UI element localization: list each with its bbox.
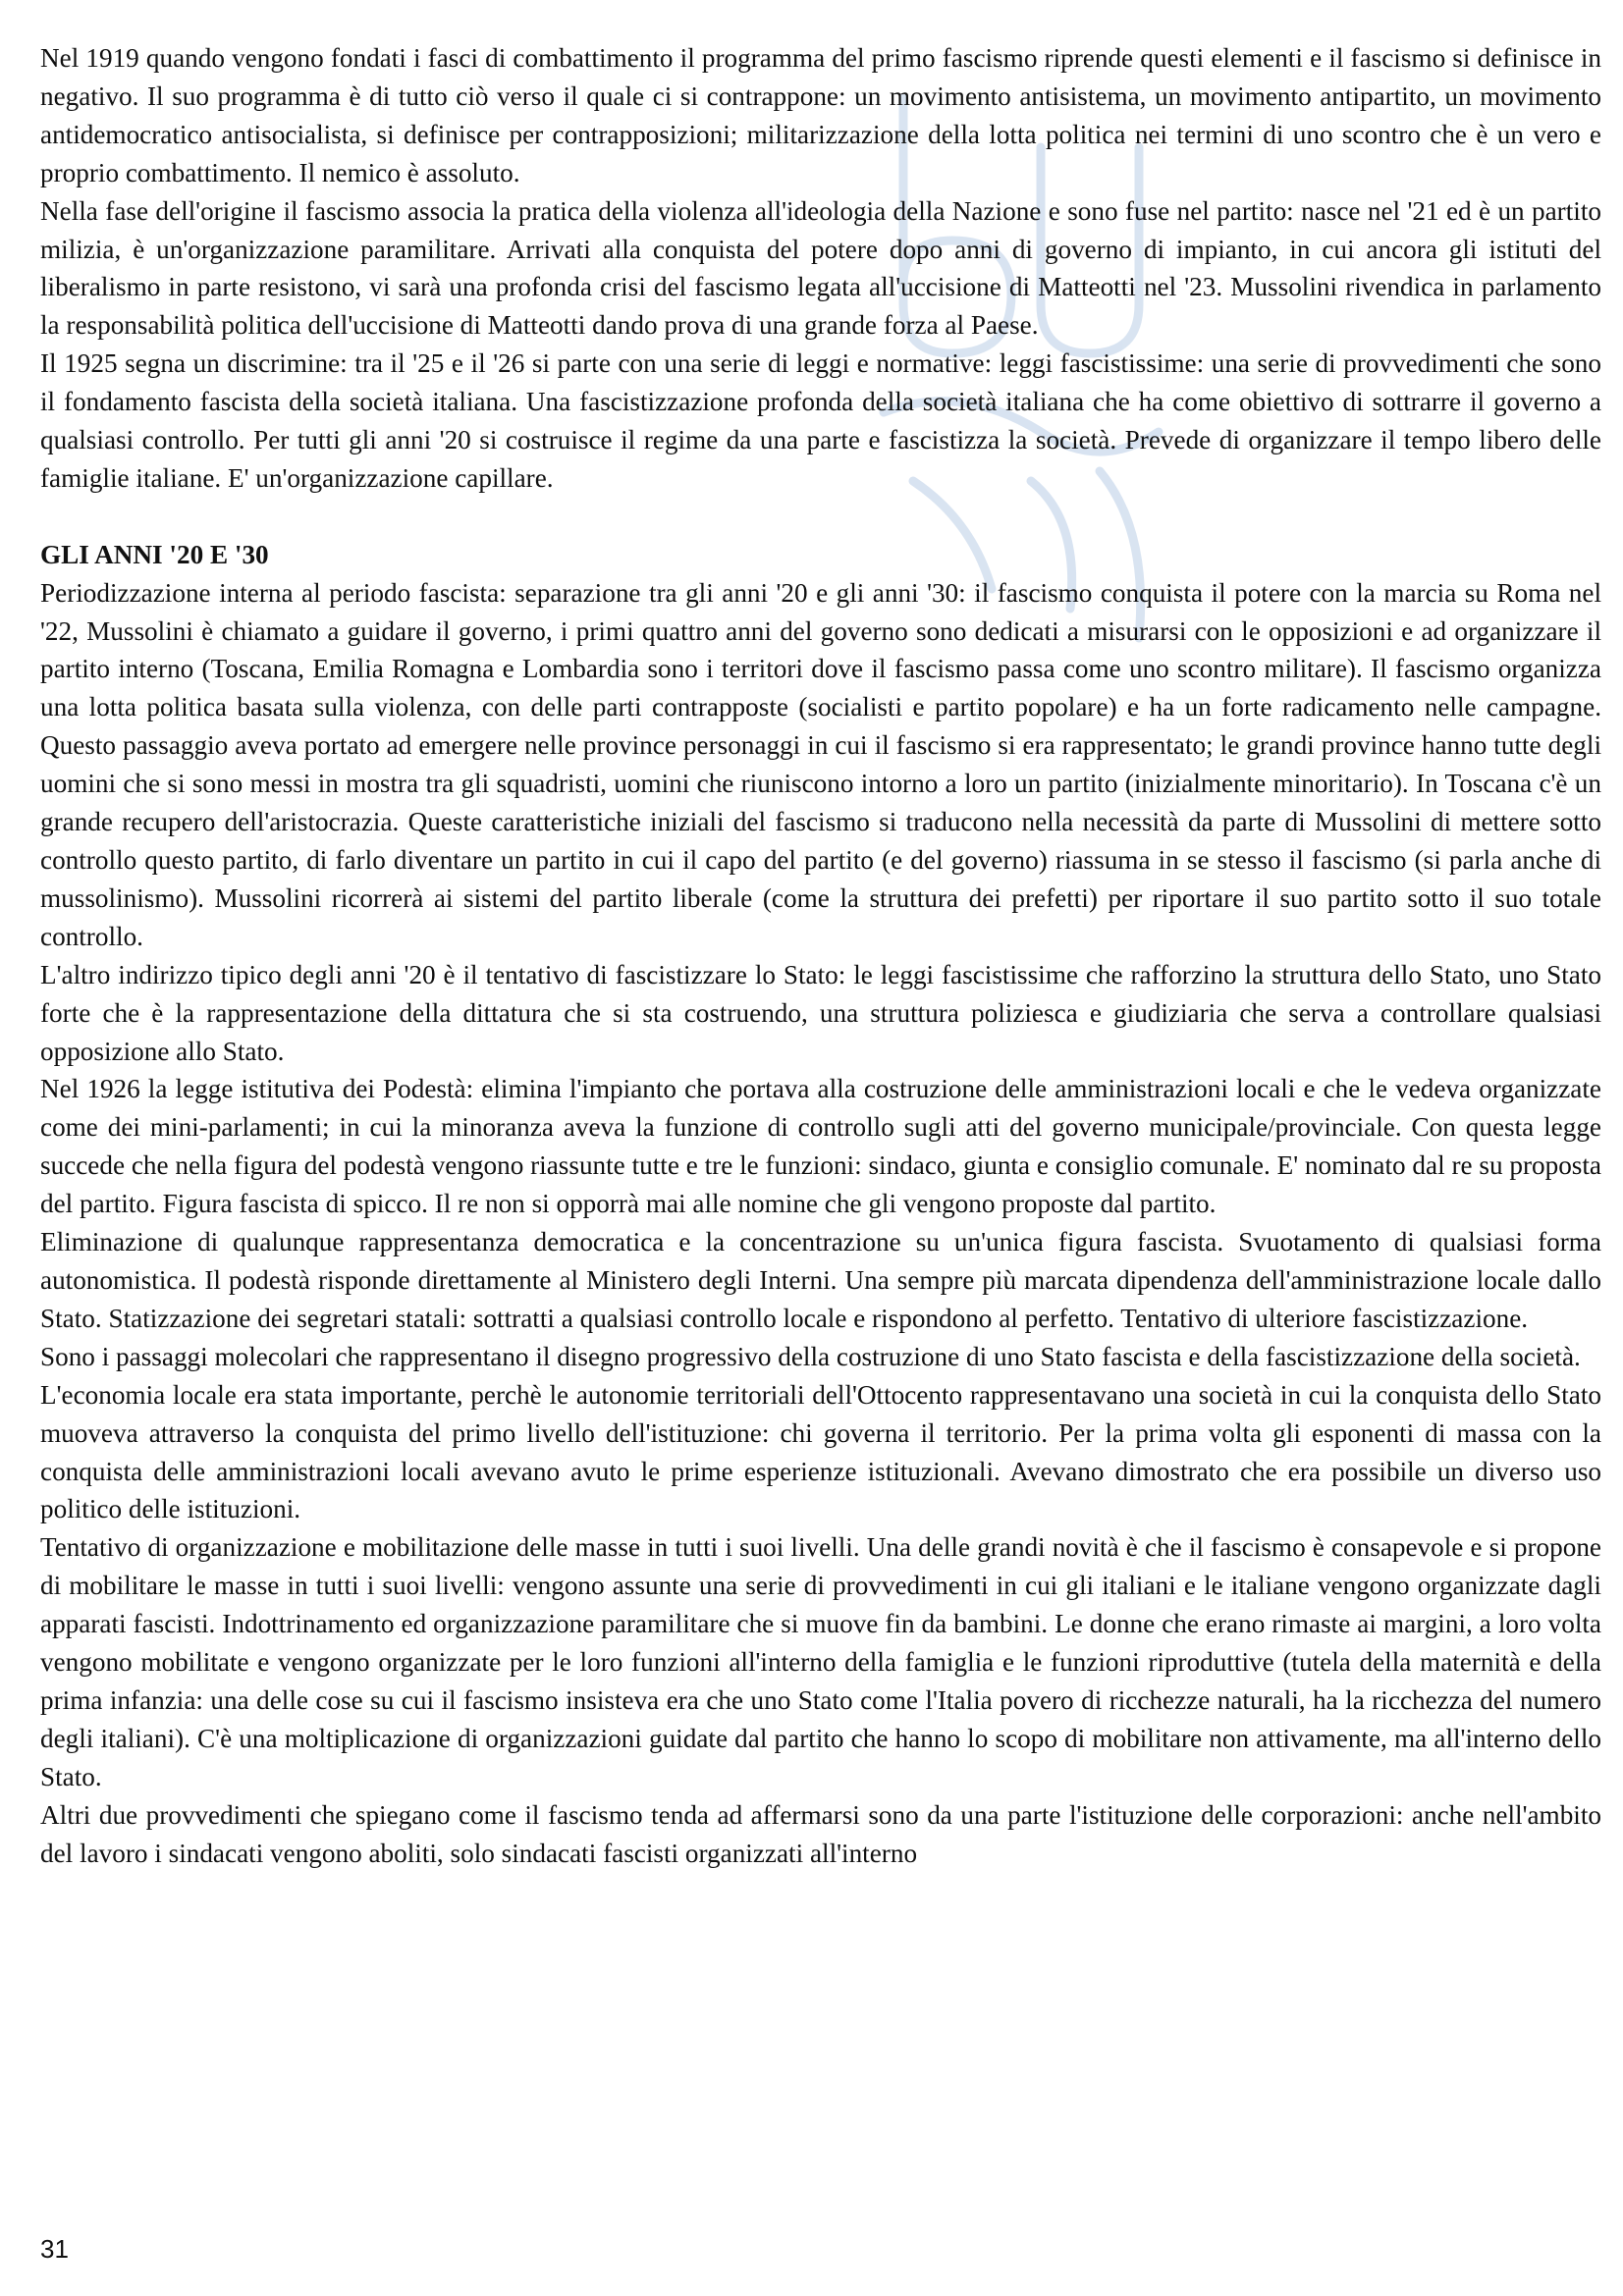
paragraph: Nel 1926 la legge istitutiva dei Podestà: elimina l'impianto che portava alla costruzione delle amministrazioni locali e che le vedeva organizzate come dei mini-parlamenti; in cui la minoranza aveva la funzione di controllo sugli atti del governo municipale/provinciale. Con questa legge succede che nella figura del podestà vengono riassunte tutte e tre le funzioni: sindaco, giunta e consiglio comunale. E' nominato dal re su proposta del partito. Figura fascista di spicco. Il re non si opporrà mai alle nomine che gli vengono proposte dal partito. — [40, 1074, 1601, 1219]
intro-section — [40, 39, 1601, 498]
page-number: 31 — [40, 2234, 69, 2264]
paragraph: Sono i passaggi molecolari che rappresentano il disegno progressivo della costruzione di uno Stato fascista e della fascistizzazione della società. — [40, 1341, 1581, 1371]
paragraph: Nel 1919 quando vengono fondati i fasci di combattimento il programma del primo fascismo riprende questi elementi e il fascismo si definisce in negativo. Il suo programma è di tutto ciò verso il quale ci si contrappone: un movimento antisistema, un movimento antipartito, un movimento antidemocratico antisocialista, si definisce per contrapposizioni; militarizzazione della lotta politica nei termini di uno scontro che è un vero e proprio combattimento. Il nemico è assoluto. — [40, 43, 1601, 187]
paragraph: L'economia locale era stata importante, perchè le autonomie territoriali dell'Ottocento rappresentavano una società in cui la conquista dello Stato muoveva attraverso la conquista del primo livello dell'istituzione: chi governa il territorio. Per la prima volta gli esponenti di massa con la conquista delle amministrazioni locali avevano avuto le prime esperienze istituzionali. Avevano dimostrato che era possibile un diverso uso politico delle istituzioni. — [40, 1379, 1601, 1524]
section-body — [40, 574, 1601, 1873]
paragraph: Periodizzazione interna al periodo fascista: separazione tra gli anni '20 e gli anni '30: il fascismo conquista il potere con la marcia su Roma nel '22, Mussolini è chiamato a guidare il governo, i primi quattro anni del governo sono dedicati a misurarsi con le opposizioni e ad organizzare il partito interno (Toscana, Emilia Romagna e Lombardia sono i territori dove il fascismo passa come uno scontro militare). Il fascismo organizza una lotta politica basata sulla violenza, con delle parti contrapposte (socialisti e partito popolare) e ha un forte radicamento nelle campagne. Questo passaggio aveva portato ad emergere nelle province personaggi in cui il fascismo si era rappresentato; le grandi province hanno tutte degli uomini che si sono messi in mostra tra gli squadristi, uomini che riuniscono intorno a loro un partito (inizialmente minoritario). In Toscana c'è un grande recupero dell'aristocrazia. Queste caratteristiche iniziali del fascismo si traducono nella necessità da parte di Mussolini di mettere sotto controllo questo partito, di farlo diventare un partito in cui il capo del partito (e del governo) riassuma in se stesso il fascismo (si parla anche di mussolinismo). Mussolini ricorrerà ai sistemi del partito liberale (come la struttura dei prefetti) per riportare il suo partito sotto il suo totale controllo. — [40, 577, 1601, 951]
document-page — [40, 39, 1601, 1872]
paragraph: Tentativo di organizzazione e mobilitazione delle masse in tutti i suoi livelli. Una delle grandi novità è che il fascismo è consapevole e si propone di mobilitare le masse in tutti i suoi livelli: vengono assunte una serie di provvedimenti in cui gli italiani e le italiane vengono organizzate dagli apparati fascisti. Indottrinamento ed organizzazione paramilitare che si muove fin da bambini. Le donne che erano rimaste ai margini, a loro volta vengono mobilitate e vengono organizzate per le loro funzioni all'interno della famiglia e le funzioni riproduttive (tutela della maternità e della prima infanzia: una delle cose su cui il fascismo insisteva era che uno Stato come l'Italia povero di ricchezze naturali, ha la ricchezza del numero degli italiani). C'è una moltiplicazione di organizzazioni guidate dal partito che hanno lo scopo di mobilitare non attivamente, ma all'interno dello Stato. — [40, 1532, 1601, 1791]
paragraph: L'altro indirizzo tipico degli anni '20 è il tentativo di fascistizzare lo Stato: le leggi fascistissime che rafforzino la struttura dello Stato, uno Stato forte che è la rappresentazione della dittatura che si sta costruendo, una struttura poliziesca e giudiziaria che serva a controllare qualsiasi opposizione allo Stato. — [40, 959, 1601, 1066]
paragraph: Eliminazione di qualunque rappresentanza democratica e la concentrazione su un'unica figura fascista. Svuotamento di qualsiasi forma autonomistica. Il podestà risponde direttamente al Ministero degli Interni. Una sempre più marcata dipendenza dell'amministrazione locale dallo Stato. Statizzazione dei segretari statali: sottratti a qualsiasi controllo locale e rispondono al perfetto. Tentativo di ulteriore fascistizzazione. — [40, 1227, 1601, 1333]
paragraph: Altri due provvedimenti che spiegano come il fascismo tenda ad affermarsi sono da una parte l'istituzione delle corporazioni: anche nell'ambito del lavoro i sindacati vengono aboliti, solo sindacati fascisti organizzati all'interno — [40, 1799, 1601, 1868]
section-heading: GLI ANNI '20 E '30 — [40, 539, 269, 569]
paragraph: Nella fase dell'origine il fascismo associa la pratica della violenza all'ideologia della Nazione e sono fuse nel partito: nasce nel '21 ed è un partito milizia, è un'organizzazione paramilitare. Arrivati alla conquista del potere dopo anni di governo di impianto, in cui ancora gli istituti del liberalismo in parte resistono, vi sarà una profonda crisi del fascismo legata all'uccisione di Matteotti nel '23. Mussolini rivendica in parlamento la responsabilità politica dell'uccisione di Matteotti dando prova di una grande forza al Paese. — [40, 195, 1601, 341]
blank-line — [40, 498, 1601, 536]
paragraph: Il 1925 segna un discrimine: tra il '25 e il '26 si parte con una serie di leggi e normative: leggi fascistissime: una serie di provvedimenti che sono il fondamento fascista della società italiana. Una fascistizzazione profonda della società italiana che ha come obiettivo di sottrarre il governo a qualsiasi controllo. Per tutti gli anni '20 si costruisce il regime da una parte e fascistizza la società. Prevede di organizzare il tempo libero delle famiglie italiane. E' un'organizzazione capillare. — [40, 348, 1601, 493]
